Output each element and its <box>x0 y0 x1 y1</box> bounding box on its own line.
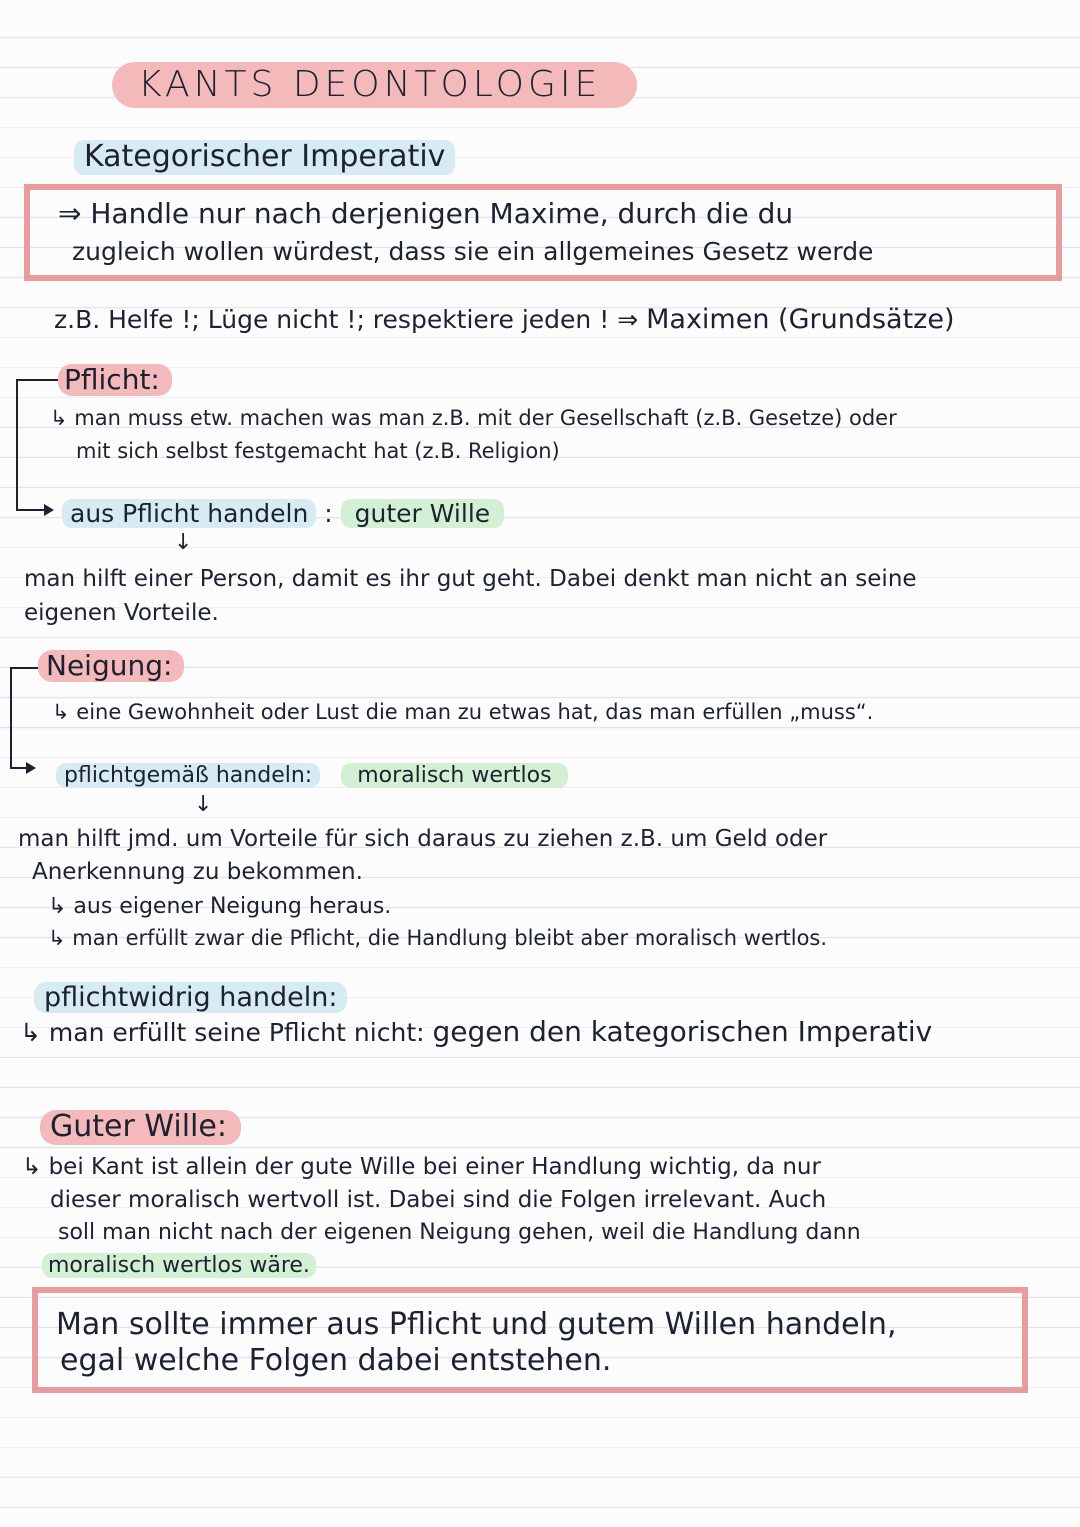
arrow-down-icon: ↓ <box>174 530 193 555</box>
pflicht-handeln-line <box>62 500 504 529</box>
guter-wille-text-2: dieser moralisch wertvoll ist. Dabei sind die Folgen irrelevant. Auch <box>50 1187 827 1213</box>
guter-wille-text-1: ↳ bei Kant ist allein der gute Wille bei einer Handlung wichtig, da nur <box>22 1154 821 1180</box>
guter-wille-line-1 <box>22 1154 821 1180</box>
pflicht-bracket-bottom <box>16 509 46 511</box>
conclusion-text-2: egal welche Folgen dabei entstehen. <box>60 1343 612 1378</box>
pflicht-definition-2 <box>76 439 560 463</box>
neigung-heading <box>38 650 184 682</box>
pflicht-definition-text-2: mit sich selbst festgemacht hat (z.B. Religion) <box>76 439 560 463</box>
guter-wille-line-4 <box>42 1253 316 1278</box>
neigung-handeln-line <box>56 763 568 788</box>
pflicht-handeln-value: guter Wille <box>341 499 505 528</box>
arrow-right-icon <box>26 762 36 774</box>
imperative-text-2: zugleich wollen würdest, dass sie ein allgemeines Gesetz werde <box>72 237 874 266</box>
double-arrow-icon: ⇒ <box>58 197 82 230</box>
neigung-definition <box>52 700 873 724</box>
pflicht-bracket-top <box>16 379 60 381</box>
pflicht-example-text-2: eigenen Vorteile. <box>24 600 219 626</box>
colon: : <box>324 499 333 528</box>
pflicht-heading-text: Pflicht: <box>64 363 160 396</box>
pflicht-definition-text-1: ↳ man muss etw. machen was man z.B. mit der Gesellschaft (z.B. Gesetze) oder <box>50 406 897 430</box>
pflicht-down-arrow <box>174 530 192 555</box>
pflicht-example-1 <box>24 566 917 592</box>
examples-text: z.B. Helfe !; Lüge nicht !; respektiere jeden ! <box>54 305 610 334</box>
imperative-text-1: Handle nur nach derjenigen Maxime, durch die du <box>90 197 794 230</box>
examples-line <box>54 304 954 335</box>
pflicht-heading <box>58 364 172 396</box>
imperative-line-2 <box>72 238 873 267</box>
neigung-note-text-1: ↳ aus eigener Neigung heraus. <box>48 894 392 919</box>
guter-wille-heading-text: Guter Wille: <box>50 1109 227 1144</box>
subtitle <box>74 140 455 175</box>
neigung-handeln-label: pflichtgemäß handeln: <box>56 763 320 788</box>
conclusion-line-2 <box>60 1344 611 1379</box>
guter-wille-text-4: moralisch wertlos wäre. <box>42 1253 316 1278</box>
pflichtwidrig-heading-text: pflichtwidrig handeln: <box>44 982 338 1013</box>
neigung-note-text-2: ↳ man erfüllt zwar die Pflicht, die Handlung bleibt aber moralisch wertlos. <box>48 926 828 950</box>
pflichtwidrig-text: ↳ man erfüllt seine Pflicht nicht: <box>20 1018 425 1047</box>
pflichtwidrig-line <box>20 1016 932 1048</box>
neigung-example-1 <box>18 826 827 852</box>
page-title-text: KANTS DEONTOLOGIE <box>138 64 602 105</box>
pflicht-example-text-1: man hilft einer Person, damit es ihr gut geht. Dabei denkt man nicht an seine <box>24 566 917 592</box>
guter-wille-text-3: soll man nicht nach der eigenen Neigung gehen, weil die Handlung dann <box>58 1220 861 1245</box>
conclusion-text-1: Man sollte immer aus Pflicht und gutem Willen handeln, <box>56 1307 897 1342</box>
conclusion-line-1 <box>56 1308 896 1343</box>
guter-wille-heading <box>40 1110 241 1145</box>
pflicht-definition-1 <box>50 406 897 430</box>
guter-wille-line-3 <box>58 1220 861 1245</box>
imperative-line-1 <box>58 198 793 230</box>
pflicht-example-2 <box>24 600 219 626</box>
pflichtwidrig-heading <box>34 982 347 1013</box>
arrow-right-icon <box>44 504 54 516</box>
neigung-example-text-2: Anerkennung zu bekommen. <box>32 859 363 885</box>
pflicht-handeln-label: aus Pflicht handeln <box>62 499 316 528</box>
subtitle-text: Kategorischer Imperativ <box>84 139 446 174</box>
neigung-example-text-1: man hilft jmd. um Vorteile für sich daraus zu ziehen z.B. um Geld oder <box>18 826 828 852</box>
neigung-note-1 <box>48 894 391 919</box>
neigung-down-arrow <box>194 792 212 817</box>
maximen-text: Maximen (Grundsätze) <box>646 304 955 335</box>
pflicht-bracket <box>16 380 18 511</box>
neigung-example-2 <box>32 859 363 885</box>
neigung-handeln-value: moralisch wertlos <box>341 763 567 788</box>
arrow-down-icon: ↓ <box>194 792 213 817</box>
neigung-bracket <box>10 668 12 768</box>
pflichtwidrig-text-rest: gegen den kategorischen Imperativ <box>432 1015 933 1048</box>
page-title <box>112 62 637 108</box>
neigung-heading-text: Neigung: <box>46 649 173 682</box>
neigung-note-2 <box>48 926 827 950</box>
neigung-definition-text: ↳ eine Gewohnheit oder Lust die man zu etwas hat, das man erfüllen „muss“. <box>52 700 874 724</box>
double-arrow-icon: ⇒ <box>617 305 639 334</box>
guter-wille-line-2 <box>50 1187 826 1213</box>
